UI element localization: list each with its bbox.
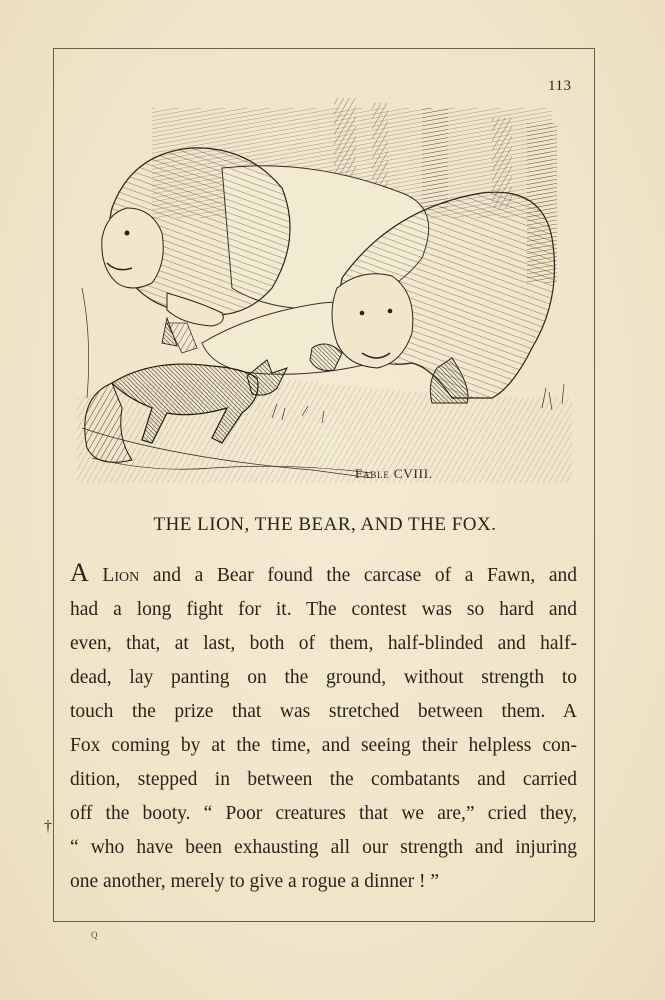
body-line: had a long fight for it. The contest was so hard and: [70, 599, 577, 620]
margin-pencil-mark: †: [44, 818, 52, 835]
body-line: Fox coming by at the time, and seeing their helpless con-: [70, 735, 577, 756]
body-line: one another, merely to give a rogue a dinner ! ”: [70, 871, 440, 892]
figure-caption: [355, 466, 433, 482]
body-line: dition, stepped in between the combatants and carried: [70, 769, 577, 790]
body-line: off the booty. “ Poor creatures that we are,” cried they,: [70, 803, 577, 824]
signature-mark: Q: [91, 930, 98, 940]
page-number: 113: [548, 78, 572, 94]
drop-cap: A: [70, 558, 89, 587]
body-line: “ who have been exhausting all our strength and injuring: [70, 837, 577, 858]
fable-title: THE LION, THE BEAR, AND THE FOX.: [153, 514, 497, 535]
body-line: dead, lay panting on the ground, without strength to: [70, 667, 577, 688]
small-caps-word: Lion: [102, 565, 140, 586]
fable-body: [70, 556, 577, 899]
caption-number: CVIII.: [393, 466, 433, 481]
body-line: touch the prize that was stretched between them. A: [70, 701, 577, 722]
lion-bear-fox-illustration: [72, 98, 578, 488]
caption-prefix: Fable: [355, 466, 390, 481]
body-line: even, that, at last, both of them, half-blinded and half-: [70, 633, 577, 654]
body-line: A Lion and a Bear found the carcase of a Fawn, and: [70, 558, 577, 587]
